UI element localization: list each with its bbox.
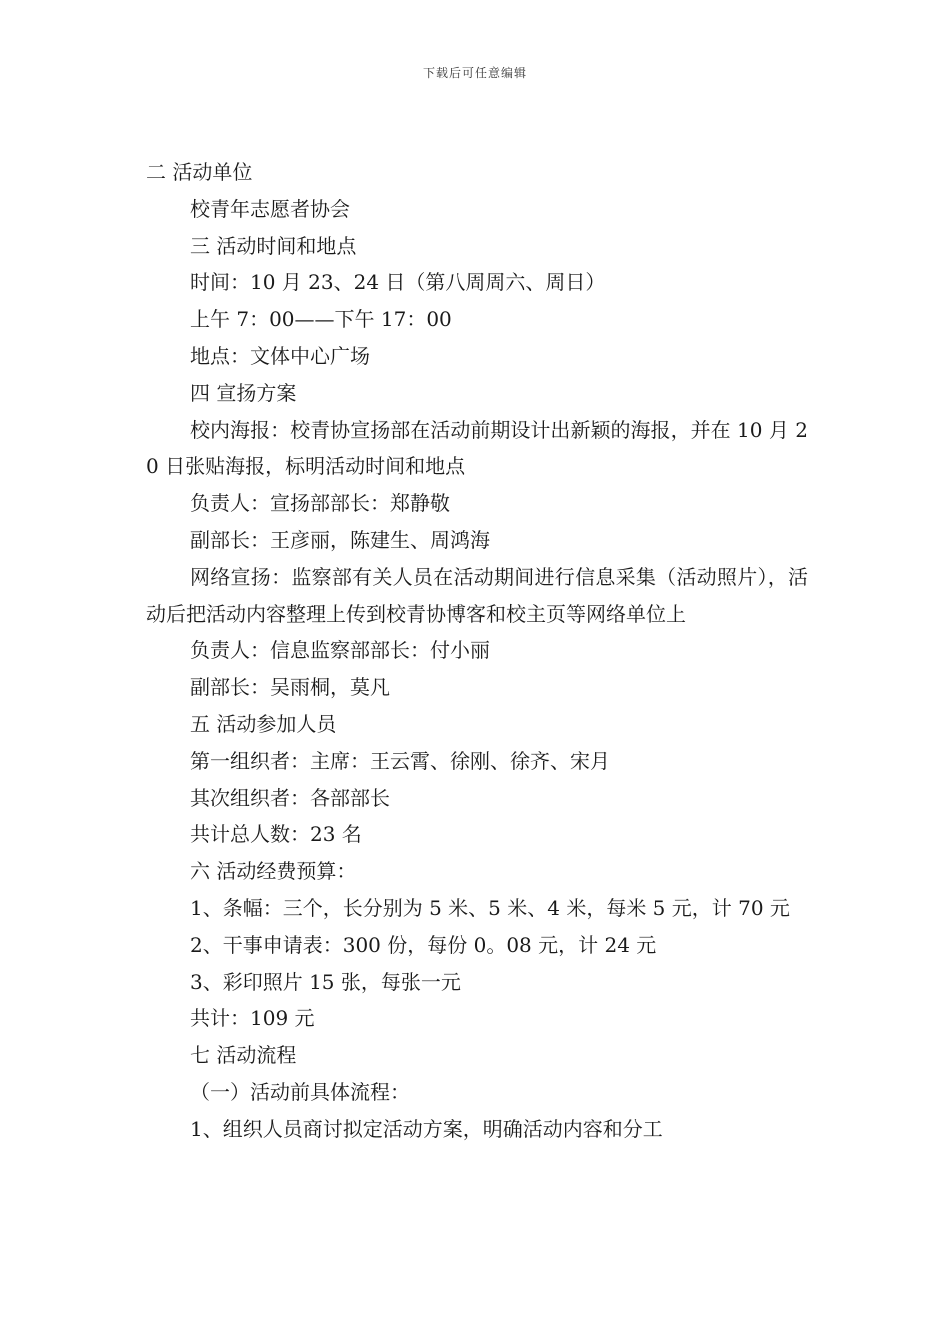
paragraph-total-people: 共计总人数：23 名 (190, 822, 362, 847)
subsection-heading-pre-activity: （一）活动前具体流程： (190, 1079, 410, 1104)
paragraph-organizer: 校青年志愿者协会 (190, 196, 350, 221)
budget-item-forms: 2、干事申请表：300 份，每份 0。08 元，计 24 元 (190, 932, 657, 957)
budget-total: 共计：109 元 (190, 1006, 315, 1031)
paragraph-poster-deputies: 副部长：王彦丽，陈建生、周鸿海 (190, 527, 490, 552)
paragraph-hours: 上午 7：00——下午 17：00 (190, 307, 452, 332)
section-heading-units: 二 活动单位 (146, 160, 253, 184)
budget-item-banners: 1、条幅：三个，长分别为 5 米、5 米、4 米，每米 5 元，计 70 元 (190, 895, 790, 920)
section-heading-participants: 五 活动参加人员 (190, 711, 337, 736)
section-heading-time-place: 三 活动时间和地点 (190, 233, 357, 258)
paragraph-online-lead: 负责人：信息监察部部长：付小丽 (190, 638, 490, 663)
budget-item-photos: 3、彩印照片 15 张，每张一元 (190, 969, 461, 994)
page-header-note: 下载后可任意编辑 (422, 66, 527, 80)
paragraph-date: 时间：10 月 23、24 日（第八周周六、周日） (190, 270, 606, 295)
document-body (146, 154, 808, 1148)
paragraph-campus-poster: 校内海报：校青协宣扬部在活动前期设计出新颖的海报，并在 10 月 20 日张贴海报，标明活动时间和地点 (146, 417, 808, 479)
section-heading-budget: 六 活动经费预算： (190, 859, 357, 884)
paragraph-online-publicity: 网络宣扬：监察部有关人员在活动期间进行信息采集（活动照片），活动后把活动内容整理上传到校青协博客和校主页等网络单位上 (146, 564, 808, 626)
paragraph-second-organizers: 其次组织者：各部部长 (190, 785, 390, 810)
paragraph-online-deputies: 副部长：吴雨桐，莫凡 (190, 675, 390, 700)
paragraph-poster-lead: 负责人：宣扬部部长：郑静敬 (190, 491, 450, 516)
process-step-1: 1、组织人员商讨拟定活动方案，明确活动内容和分工 (190, 1116, 663, 1141)
paragraph-location: 地点：文体中心广场 (190, 343, 370, 368)
paragraph-first-organizers: 第一组织者：主席：王云霄、徐刚、徐齐、宋月 (190, 748, 610, 773)
section-heading-publicity: 四 宣扬方案 (190, 380, 297, 405)
section-heading-process: 七 活动流程 (190, 1043, 297, 1068)
